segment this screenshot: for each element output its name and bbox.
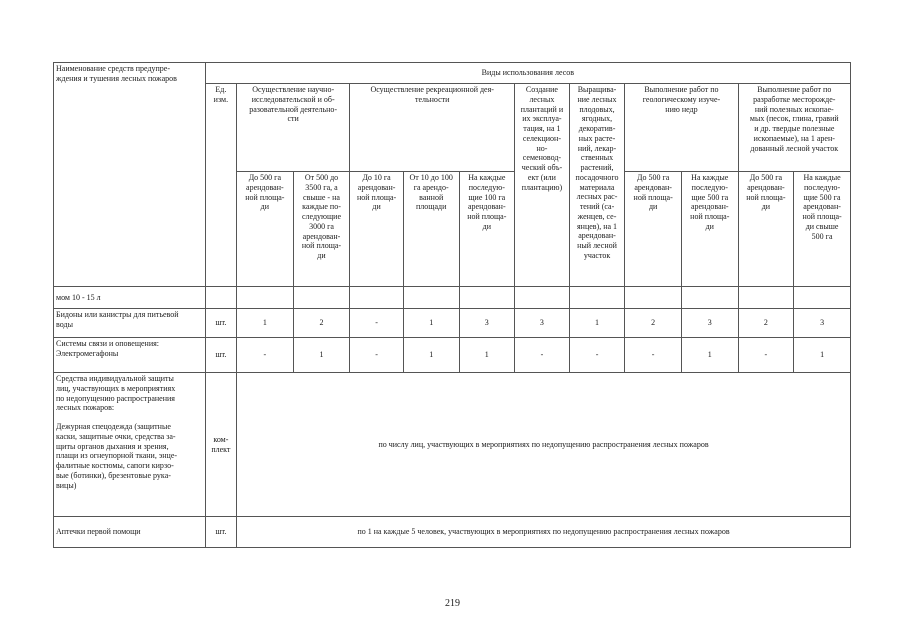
value-cell: 1 (237, 309, 294, 338)
value-cell: 3 (794, 309, 851, 338)
value-cell: 1 (403, 309, 459, 338)
value-cell: - (350, 338, 404, 373)
table-row (54, 338, 851, 373)
header-name-cell: Наименование средств предупре- ждения и тушения лесных пожаров (54, 63, 206, 287)
value-cell: 1 (293, 338, 350, 373)
merged-value-cell: по числу лиц, участвующих в мероприятиях по недопущению распространения лесных пожаров (237, 373, 851, 517)
subheader-cell: От 10 до 100 га арендо- ванной площади (403, 172, 459, 287)
row-name-cell: Аптечки первой помощи (54, 517, 206, 548)
fire-equipment-table (53, 62, 851, 548)
header-plantations-cell: Создание лесных плантаций и их эксплуа- тация, на 1 селекцион- но- семеновод- ческий объ- ект (или плантацию) (515, 84, 570, 287)
table-cell (205, 287, 236, 309)
value-cell: - (625, 338, 682, 373)
page-number: 219 (445, 598, 460, 609)
value-cell: 2 (625, 309, 682, 338)
value-cell: 3 (515, 309, 570, 338)
table-cell (625, 287, 682, 309)
table-cell (515, 287, 570, 309)
value-cell: - (515, 338, 570, 373)
table-cell (459, 287, 515, 309)
row-name-cell: Системы связи и оповещения: Электромегафоны (54, 338, 206, 373)
value-cell: - (738, 338, 794, 373)
table-cell (237, 287, 294, 309)
value-cell: 1 (403, 338, 459, 373)
value-cell: - (237, 338, 294, 373)
subheader-cell: На каждые последую- щие 500 га арендован- ной площа- ди (681, 172, 738, 287)
subheader-cell: От 500 до 3500 га, а свыше - на каждые по- следующие 3000 га арендован- ной площа- ди (293, 172, 350, 287)
row-name-cell: мом 10 - 15 л (54, 287, 206, 309)
subheader-cell: До 10 га арендован- ной площа- ди (350, 172, 404, 287)
table-cell (794, 287, 851, 309)
header-mining-cell: Выполнение работ по разработке месторожде- ний полезных ископае- мых (песок, глина, гравий и др. твердые полезные ископаемые), на 1 арен- дованный лесной участок (738, 84, 850, 172)
value-cell: 1 (569, 309, 625, 338)
table-row (54, 309, 851, 338)
value-cell: 2 (738, 309, 794, 338)
header-types-cell: Виды использования лесов (205, 63, 850, 84)
row-name-cell: Средства индивидуальной защиты лиц, участвующих в мероприятиях по недопущению распространения лесных пожаров: Дежурная спецодежда (защитные каски, защитные очки, средства за- щиты органов дыхания и зрения, плащи из огнеупорной ткани, энце- фалитные костюмы, сапоги кирзо- вые (ботинки), брезентовые рука- вицы) (54, 373, 206, 517)
value-cell: 3 (459, 309, 515, 338)
value-cell: 1 (681, 338, 738, 373)
subheader-cell: До 500 га арендован- ной площа- ди (625, 172, 682, 287)
table-cell (738, 287, 794, 309)
header-row-1 (54, 63, 851, 84)
value-cell: 2 (293, 309, 350, 338)
table-cell (293, 287, 350, 309)
value-cell: 3 (681, 309, 738, 338)
unit-cell: шт. (205, 517, 236, 548)
row-name-cell: Бидоны или канистры для питьевой воды (54, 309, 206, 338)
value-cell: 1 (794, 338, 851, 373)
table-cell (403, 287, 459, 309)
subheader-cell: До 500 га арендован- ной площа- ди (237, 172, 294, 287)
subheader-cell: На каждые последую- щие 500 га арендован- ной площа- ди свыше 500 га (794, 172, 851, 287)
unit-cell: шт. (205, 338, 236, 373)
subheader-cell: На каждые последую- щие 100 га арендован- ной площа- ди (459, 172, 515, 287)
value-cell: 1 (459, 338, 515, 373)
table-cell (350, 287, 404, 309)
table-row (54, 517, 851, 548)
merged-value-cell: по 1 на каждые 5 человек, участвующих в мероприятиях по недопущению распространения лесных пожаров (237, 517, 851, 548)
header-unit-cell: Ед. изм. (205, 84, 236, 287)
header-recreation-cell: Осуществление рекреационной дея- тельности (350, 84, 515, 172)
value-cell: - (350, 309, 404, 338)
header-geology-cell: Выполнение работ по геологическому изуче- нию недр (625, 84, 738, 172)
subheader-cell: До 500 га арендован- ной площа- ди (738, 172, 794, 287)
table-cell (569, 287, 625, 309)
table-row (54, 373, 851, 517)
unit-cell: шт. (205, 309, 236, 338)
unit-cell: ком- плект (205, 373, 236, 517)
table-row (54, 287, 851, 309)
header-growing-cell: Выращива- ние лесных плодовых, ягодных, декоратив- ных расте- ний, лекар- ственных растений, посадочного материала лесных рас- тений (са- женцев, се- янцев), на 1 арендован- ный лесной участок (569, 84, 625, 287)
table-cell (681, 287, 738, 309)
value-cell: - (569, 338, 625, 373)
header-research-cell: Осуществление научно- исследовательской и об- разовательной деятельно- сти (237, 84, 350, 172)
